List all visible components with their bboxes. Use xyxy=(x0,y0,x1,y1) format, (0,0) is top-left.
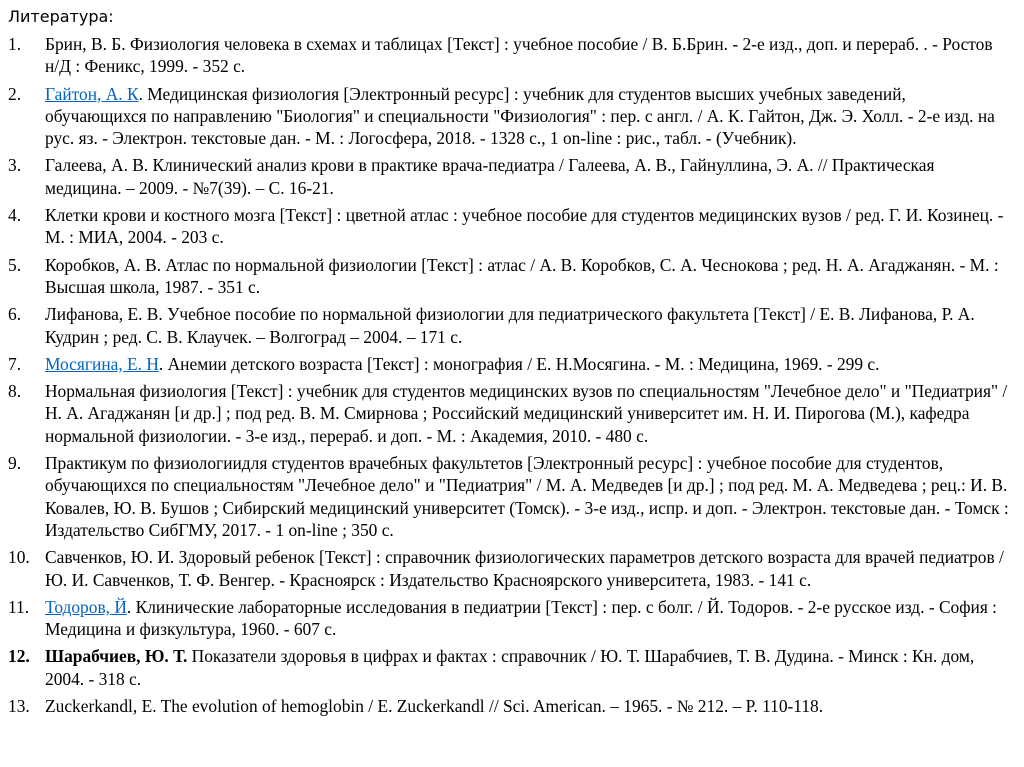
reference-text: Zuckerkandl, E. The evolution of hemoglobin / E. Zuckerkandl // Sci. American. – 1965. - № 212. – P. 110-118. xyxy=(45,696,824,717)
reference-item-1 xyxy=(8,33,1010,78)
reference-author: Шарабчиев, Ю. Т. xyxy=(45,646,188,667)
reference-number: 7. xyxy=(8,353,22,374)
author-link[interactable]: Тодоров, Й xyxy=(45,596,127,617)
reference-text: Савченков, Ю. И. Здоровый ребенок [Текст] : справочник физиологических параметров детского возраста для врачей педиатров / Ю. И. Савченков, Т. Ф. Венгер. - Красноярск : Издательство Красноярского университета, 1983. - 141 с. xyxy=(45,547,1004,590)
reference-text: . Клинические лабораторные исследования в педиатрии [Текст] : пер. с болг. / Й. Тодоров. - 2-е русское изд. - София : Медицина и физкультура, 1960. - 607 с. xyxy=(45,596,998,640)
reference-number: 5. xyxy=(8,254,22,275)
reference-item-12 xyxy=(8,645,1010,690)
reference-item-5 xyxy=(8,254,1010,299)
reference-number: 10. xyxy=(8,547,30,568)
reference-text: Галеева, А. В. Клинический анализ крови в практике врача-педиатра / Галеева, А. В., Гайнуллина, Э. А. // Практическая медицина. – 2009. - №7(39). – С. 16-21. xyxy=(45,155,935,198)
reference-number: 3. xyxy=(8,155,22,176)
author-link[interactable]: Гайтон, А. К xyxy=(45,83,139,104)
author-link[interactable]: Мосягина, Е. Н xyxy=(45,353,159,374)
reference-item-7 xyxy=(8,353,1010,375)
reference-text: Нормальная физиология [Текст] : учебник для студентов медицинских вузов по специальностям "Лечебное дело" и "Педиатрия" / Н. А. Агаджанян [и др.] ; под ред. В. М. Смирнова ; Российский медицинский университет им. Н. И. Пирогова (М.), кафедра нормальной физиологии. - 3-е изд., перераб. и доп. - М. : Академия, 2010. - 480 с. xyxy=(45,381,1008,446)
reference-number: 8. xyxy=(8,381,22,402)
reference-number: 6. xyxy=(8,304,22,325)
reference-item-9 xyxy=(8,452,1010,541)
reference-text: Клетки крови и костного мозга [Текст] : цветной атлас : учебное пособие для студентов медицинских вузов / ред. Г. И. Козинец. - М. : МИА, 2004. - 203 с. xyxy=(45,205,1004,248)
page-title: Литература: xyxy=(8,7,114,26)
reference-number: 9. xyxy=(8,453,22,474)
reference-text: Коробков, А. В. Атлас по нормальной физиологии [Текст] : атлас / А. В. Коробков, С. А. Чеснокова ; ред. Н. А. Агаджанян. - М. : Высшая школа, 1987. - 351 с. xyxy=(45,254,999,297)
reference-list xyxy=(8,33,1010,722)
reference-text: . Медицинская физиология [Электронный ресурс] : учебник для студентов высших учебных заведений, обучающихся по направлению "Биология" и специальности "Физиология" : пер. с англ. / А. К. Гайтон, Дж. Э. Холл. - 2-е изд. на рус. яз. - Электрон. текстовые дан. - М. : Логосфера, 2018. - 1328 с., 1 on-line : рис., табл. - (Учебник). xyxy=(45,83,995,149)
reference-text: Практикум по физиологиидля студентов врачебных факультетов [Электронный ресурс] : учебное пособие для студентов, обучающихся по специальностям "Лечебное дело" и "Педиатрия" / М. А. Медведев [и др.] ; под ред. М. А. Медведева ; рец.: И. В. Ковалев, Ю. В. Бушов ; Сибирский медицинский университет (Томск). - 3-е изд., испр. и доп. - Электрон. текстовые дан. - Томск : Издательство СибГМУ, 2017. - 1 on-line ; 350 с. xyxy=(45,453,1009,540)
reference-item-2 xyxy=(8,83,1010,150)
reference-number: 12. xyxy=(8,646,30,667)
reference-number: 1. xyxy=(8,34,22,54)
reference-item-6 xyxy=(8,303,1010,348)
reference-item-4 xyxy=(8,204,1010,249)
reference-number: 4. xyxy=(8,205,22,226)
reference-text: Показатели здоровья в цифрах и фактах : справочник / Ю. Т. Шарабчиев, Т. В. Дудина. - Минск : Кн. дом, 2004. - 318 с. xyxy=(45,646,975,689)
reference-item-11 xyxy=(8,596,1010,641)
reference-item-10 xyxy=(8,546,1010,591)
reference-text: Брин, В. Б. Физиология человека в схемах и таблицах [Текст] : учебное пособие / В. Б.Брин. - 2-е изд., доп. и перераб. . - Ростов н/Д : Феникс, 1999. - 352 с. xyxy=(45,34,993,77)
reference-number: 13. xyxy=(8,696,30,717)
reference-item-8 xyxy=(8,380,1010,447)
reference-item-3 xyxy=(8,154,1010,199)
reference-number: 2. xyxy=(8,83,22,104)
reference-text: . Анемии детского возраста [Текст] : монография / Е. Н.Мосягина. - М. : Медицина, 1969. - 299 с. xyxy=(158,353,880,374)
reference-item-13 xyxy=(8,695,1010,717)
reference-number: 11. xyxy=(8,596,30,617)
reference-text: Лифанова, Е. В. Учебное пособие по нормальной физиологии для педиатрического факультета [Текст] / Е. В. Лифанова, Р. А. Кудрин ; ред. С. В. Клаучек. – Волгоград – 2004. – 171 с. xyxy=(45,304,975,347)
